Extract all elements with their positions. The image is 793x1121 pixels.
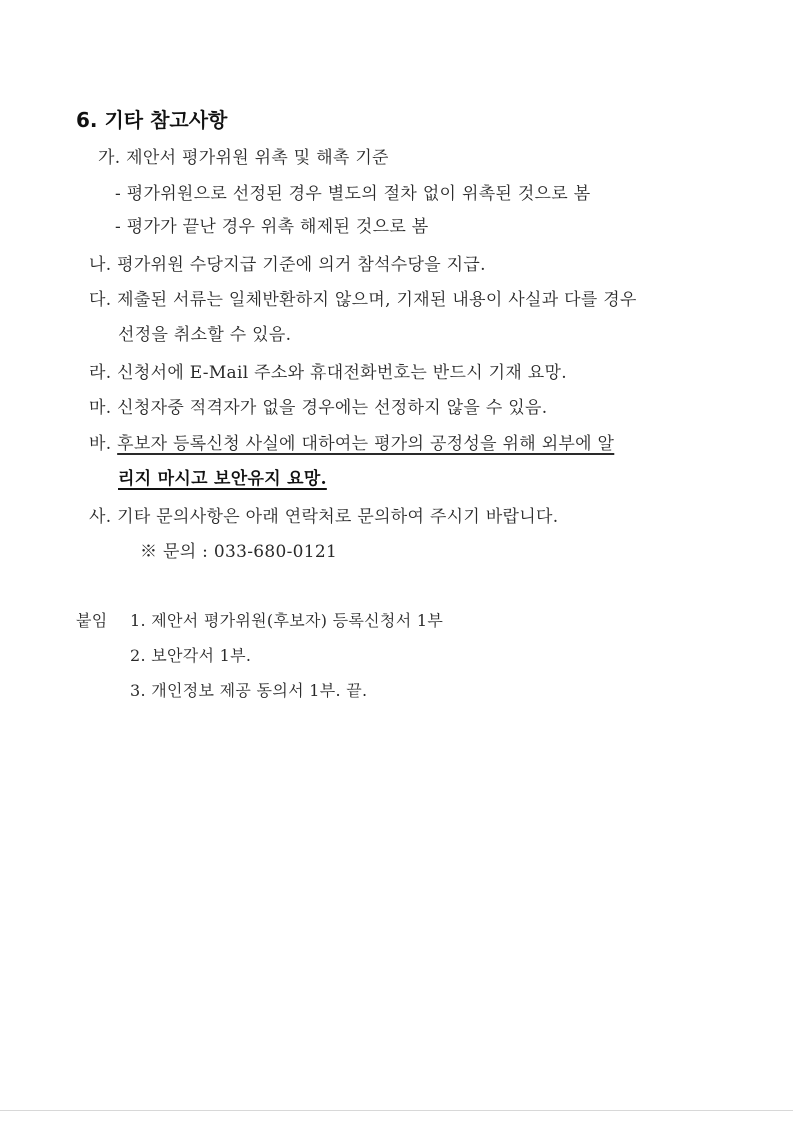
section-heading: 6. 기타 참고사항 <box>76 108 228 132</box>
item-ga-sub-1: - 평가위원으로 선정된 경우 별도의 절차 없이 위촉된 것으로 봄 <box>115 184 591 204</box>
item-ba-continuation <box>118 468 327 490</box>
attachment-label: 붙임 <box>76 611 108 630</box>
item-text: 신청자중 적격자가 없을 경우에는 선정하지 않을 수 있음. <box>117 398 548 418</box>
attachment-item-3: 3. 개인정보 제공 동의서 1부. 끝. <box>130 681 368 700</box>
item-ga <box>98 147 389 169</box>
item-text-emphasis: 후보자 등록신청 사실에 대하여는 평가의 공정성을 위해 외부에 알 <box>117 434 615 454</box>
item-text: 제안서 평가위원 위촉 및 해촉 기준 <box>126 148 389 168</box>
item-marker: 사. <box>89 507 112 527</box>
item-sa <box>89 506 558 528</box>
item-ma <box>89 397 547 419</box>
item-text-emphasis: 리지 마시고 보안유지 요망. <box>118 469 327 489</box>
item-marker: 가. <box>98 148 121 168</box>
item-text: 제출된 서류는 일체반환하지 않으며, 기재된 내용이 사실과 다를 경우 <box>117 290 637 310</box>
item-ra <box>89 362 567 384</box>
item-marker: 나. <box>89 255 112 275</box>
item-na <box>89 254 486 276</box>
item-ga-sub-2: - 평가가 끝난 경우 위촉 해제된 것으로 봄 <box>115 217 429 237</box>
item-da <box>89 289 637 311</box>
attachment-item-1: 1. 제안서 평가위원(후보자) 등록신청서 1부 <box>130 611 444 630</box>
item-marker: 라. <box>89 363 112 383</box>
item-da-continuation: 선정을 취소할 수 있음. <box>118 325 292 345</box>
item-marker: 마. <box>89 398 112 418</box>
item-text: 기타 문의사항은 아래 연락처로 문의하여 주시기 바랍니다. <box>117 507 559 527</box>
contact-info: ※ 문의 : 033-680-0121 <box>140 542 338 562</box>
item-ba <box>89 433 614 455</box>
attachment-item-2: 2. 보안각서 1부. <box>130 646 252 665</box>
item-text: 평가위원 수당지급 기준에 의거 참석수당을 지급. <box>117 255 486 275</box>
item-marker: 바. <box>89 434 112 454</box>
item-marker: 다. <box>89 290 112 310</box>
page-bottom-rule <box>0 1110 793 1111</box>
item-text: 신청서에 E-Mail 주소와 휴대전화번호는 반드시 기재 요망. <box>117 363 567 383</box>
